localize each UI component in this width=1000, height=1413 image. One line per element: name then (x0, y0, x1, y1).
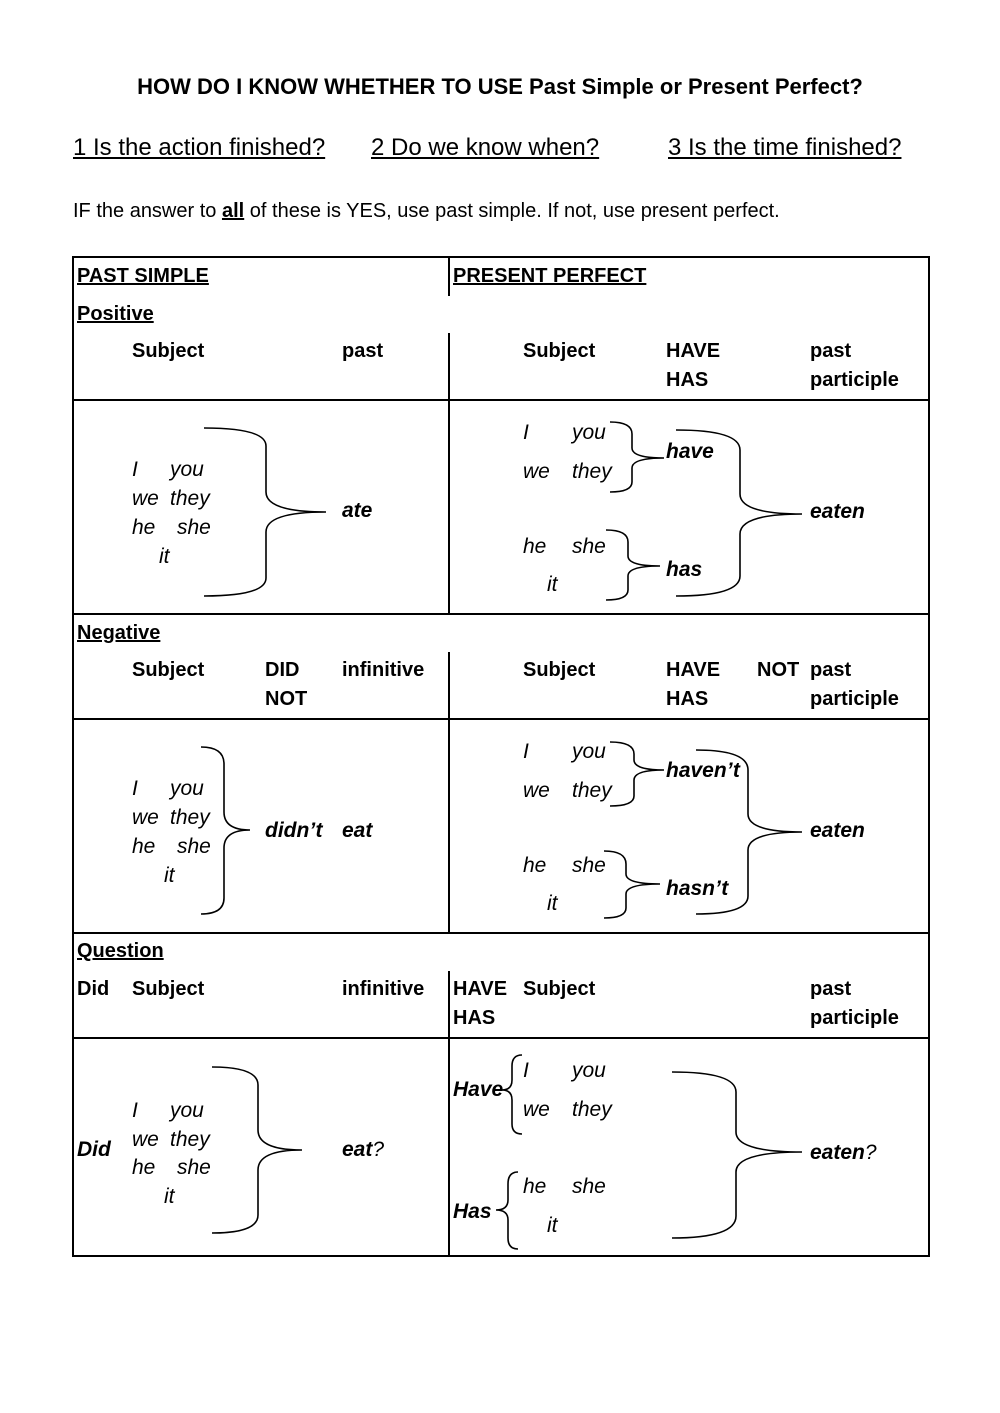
subject-pronoun: I (523, 740, 529, 763)
subject-pronoun: it (164, 1185, 175, 1208)
col-infinitive: infinitive (342, 659, 425, 681)
subject-pronoun: I (523, 421, 529, 444)
verb-eat: eat (342, 819, 373, 842)
subject-pronoun: he (523, 1175, 547, 1198)
aux-hasnt: hasn’t (666, 877, 729, 900)
section-label-positive: Positive (77, 303, 154, 325)
aux-has: Has (453, 1200, 492, 1223)
aux-did: Did (77, 1138, 111, 1161)
subject-pronoun: she (572, 854, 606, 877)
intro-emphasis: all (221, 200, 245, 222)
subject-pronoun: we (523, 460, 550, 483)
verb-eat-question (342, 1138, 384, 1162)
col-past: past (810, 978, 852, 1000)
aux-have: Have (453, 1078, 504, 1101)
col-subject: Subject (132, 659, 205, 681)
subject-pronoun: you (572, 1059, 606, 1082)
col-not: NOT (265, 688, 308, 710)
subject-pronoun: it (547, 892, 558, 915)
page-title: HOW DO I KNOW WHETHER TO USE Past Simple or Present Perfect? (137, 74, 863, 99)
col-not: NOT (757, 659, 800, 681)
col-past: past (810, 340, 852, 362)
subject-pronoun: he (132, 516, 156, 539)
subject-pronoun: you (170, 458, 204, 481)
aux-has: has (666, 558, 703, 581)
section-label-negative: Negative (77, 622, 161, 644)
subject-pronoun: it (547, 573, 558, 596)
brace-icon (201, 747, 250, 914)
brace-icon (672, 1072, 802, 1238)
col-participle: participle (810, 688, 899, 710)
subject-pronoun: he (523, 854, 547, 877)
subject-pronoun: they (572, 779, 612, 802)
participle-eaten-question (810, 1141, 877, 1165)
subject-pronoun: we (523, 779, 550, 802)
subject-pronoun: they (572, 1098, 612, 1121)
subject-pronoun: they (170, 806, 210, 829)
participle-eaten: eaten (810, 819, 865, 842)
brace-icon (204, 428, 326, 596)
brace-icon (604, 851, 660, 918)
subject-pronoun: she (572, 1175, 606, 1198)
subject-pronoun: we (132, 1128, 159, 1151)
aux-didnt: didn’t (265, 819, 323, 842)
question-mark: ? (372, 1138, 385, 1161)
subject-pronoun: I (132, 777, 138, 800)
col-participle: participle (810, 369, 899, 391)
subject-pronoun: you (572, 421, 606, 444)
section-label-question: Question (77, 940, 164, 962)
col-subject: Subject (523, 978, 596, 1000)
brace-icon (212, 1067, 302, 1233)
subject-pronoun: he (132, 1156, 156, 1179)
subject-pronoun: they (170, 1128, 210, 1151)
brace-icon (610, 422, 664, 492)
col-subject: Subject (132, 978, 205, 1000)
subject-pronoun: she (177, 516, 211, 539)
subject-pronoun: we (523, 1098, 550, 1121)
subject-pronoun: she (177, 835, 211, 858)
col-has: HAS (666, 688, 709, 710)
subject-pronoun: you (170, 777, 204, 800)
brace-icon (610, 742, 664, 806)
subject-pronoun: you (170, 1099, 204, 1122)
col-participle: participle (810, 1007, 899, 1029)
brace-icon (502, 1055, 522, 1134)
subject-pronoun: you (572, 740, 606, 763)
participle-eaten: eaten (810, 500, 865, 523)
header-present-perfect: PRESENT PERFECT (453, 265, 647, 287)
subject-pronoun: it (547, 1214, 558, 1237)
aux-have: have (666, 440, 714, 463)
col-have: HAVE (453, 978, 508, 1000)
subject-pronoun: he (132, 835, 156, 858)
col-infinitive: infinitive (342, 978, 425, 1000)
brace-icon (496, 1172, 518, 1249)
col-has: HAS (453, 1007, 496, 1029)
participle-eaten: eaten (810, 1141, 865, 1164)
intro-after: of these is YES, use past simple. If not, use present perfect. (244, 200, 780, 222)
col-have: HAVE (666, 659, 721, 681)
verb-ate: ate (342, 499, 373, 522)
subject-pronoun: I (132, 458, 138, 481)
col-subject: Subject (523, 659, 596, 681)
col-past: past (810, 659, 852, 681)
subject-pronoun: I (132, 1099, 138, 1122)
subject-pronoun: she (177, 1156, 211, 1179)
col-have: HAVE (666, 340, 721, 362)
brace-icon (606, 530, 660, 600)
col-subject: Subject (523, 340, 596, 362)
subject-pronoun: they (170, 487, 210, 510)
col-past: past (342, 340, 384, 362)
subject-pronoun: she (572, 535, 606, 558)
subject-pronoun: he (523, 535, 547, 558)
subject-pronoun: it (159, 545, 170, 568)
subject-pronoun: it (164, 864, 175, 887)
col-subject: Subject (132, 340, 205, 362)
col-has: HAS (666, 369, 709, 391)
question-1: 1 Is the action finished? (73, 134, 326, 161)
header-past-simple: PAST SIMPLE (77, 265, 209, 287)
question-2: 2 Do we know when? (371, 134, 600, 161)
col-did: Did (77, 978, 110, 1000)
subject-pronoun: I (523, 1059, 529, 1082)
intro-before: IF the answer to (73, 200, 222, 222)
verb-eat: eat (342, 1138, 373, 1161)
subject-pronoun: they (572, 460, 612, 483)
question-mark: ? (864, 1141, 877, 1164)
aux-havent: haven’t (666, 759, 740, 782)
col-did: DID (265, 659, 300, 681)
question-3: 3 Is the time finished? (668, 134, 902, 161)
subject-pronoun: we (132, 487, 159, 510)
subject-pronoun: we (132, 806, 159, 829)
